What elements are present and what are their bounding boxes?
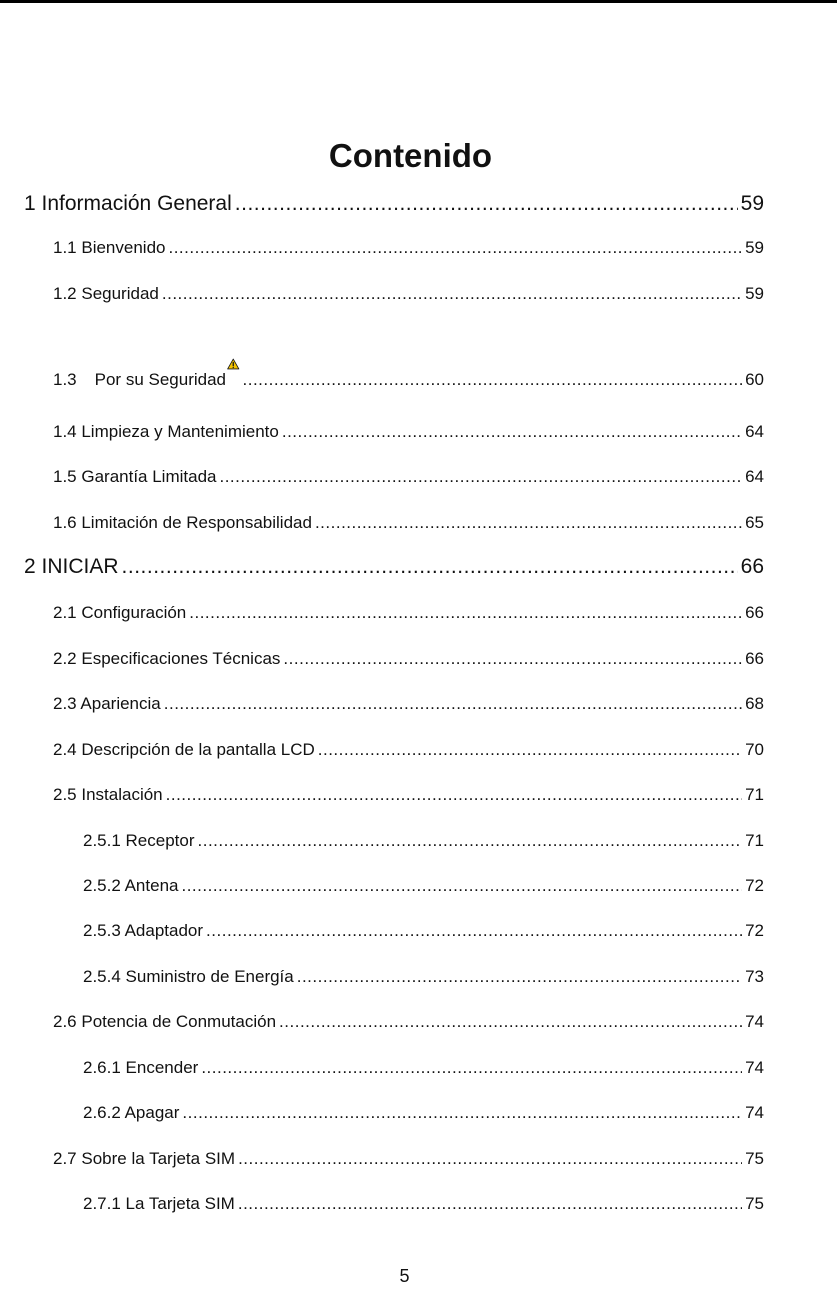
toc-entry-page: 68: [745, 694, 764, 713]
toc-entry-label: 1.4 Limpieza y Mantenimiento: [53, 422, 279, 441]
toc-entry-page: 59: [740, 192, 764, 215]
toc-entry-page: 75: [745, 1149, 764, 1168]
toc-entry-label: 2.2 Especificaciones Técnicas: [53, 649, 281, 668]
toc-entry[interactable]: [53, 503, 764, 533]
dot-leader: [243, 370, 743, 390]
toc-entry-label: 2.6 Potencia de Conmutación: [53, 1012, 277, 1031]
toc-entry-page: 74: [745, 1103, 764, 1122]
toc-entry[interactable]: [53, 1002, 764, 1032]
toc-entry[interactable]: [53, 775, 764, 805]
dot-leader: [168, 238, 742, 258]
toc-entry[interactable]: [53, 730, 764, 760]
toc-entry[interactable]: [53, 274, 764, 304]
toc-entry-page: 72: [745, 921, 764, 940]
dot-leader: [219, 467, 742, 487]
toc-entry-label: [53, 370, 226, 390]
toc-entry[interactable]: [53, 639, 764, 669]
toc-entry-page: 60: [745, 370, 764, 389]
dot-leader: [238, 1149, 742, 1169]
dot-leader: [181, 876, 742, 896]
dot-leader: [283, 649, 742, 669]
toc-entry-page: 59: [745, 238, 764, 257]
toc-entry-page: 71: [745, 831, 764, 850]
toc-entry-label: 2.5.1 Receptor: [83, 831, 195, 850]
toc-entry-page: 72: [745, 876, 764, 895]
toc-entry-label: 2.7 Sobre la Tarjeta SIM: [53, 1149, 236, 1168]
toc-entry-page: 66: [740, 555, 764, 578]
toc-entry-page: 64: [745, 422, 764, 441]
dot-leader: [297, 967, 742, 987]
toc-entry[interactable]: [83, 1184, 764, 1214]
dot-leader: [206, 921, 742, 941]
dot-leader: [198, 831, 743, 851]
dot-leader: [235, 192, 738, 216]
dot-leader: [318, 740, 742, 760]
page-number: 5: [399, 1266, 410, 1286]
dot-leader: [279, 1012, 742, 1032]
toc-entry[interactable]: [83, 911, 764, 941]
warning-triangle-icon: [227, 338, 240, 390]
page-title: Contenido: [328, 137, 493, 174]
toc-entry-page: 65: [745, 513, 764, 532]
toc-entry-text: Por su Seguridad: [94, 370, 227, 389]
toc-entry[interactable]: [53, 593, 764, 623]
toc-entry[interactable]: [83, 1093, 764, 1123]
toc-entry-label: 1.1 Bienvenido: [53, 238, 166, 257]
toc-entry-number: 1.3: [53, 370, 77, 389]
toc-entry-label: 2.5.4 Suministro de Energía: [83, 967, 294, 986]
dot-leader: [201, 1058, 742, 1078]
toc-entry[interactable]: [53, 457, 764, 487]
toc-entry[interactable]: [83, 957, 764, 987]
toc-entry-page: 73: [745, 967, 764, 986]
dot-leader: [162, 284, 742, 304]
toc-entry[interactable]: [53, 228, 764, 258]
toc-entry-label: 1 Información General: [24, 192, 232, 215]
toc-entry-page: 71: [745, 785, 764, 804]
toc-entry-page: 74: [745, 1058, 764, 1077]
toc-entry[interactable]: [83, 821, 764, 851]
toc-entry-label: 2.3 Apariencia: [53, 694, 161, 713]
dot-leader: [122, 555, 738, 579]
toc-entry-label: 2.5.3 Adaptador: [83, 921, 204, 940]
toc-entry[interactable]: [83, 866, 764, 896]
toc-entry-page: 66: [745, 603, 764, 622]
toc-entry-page: 75: [745, 1194, 764, 1213]
toc-entry-page: 66: [745, 649, 764, 668]
dot-leader: [282, 422, 742, 442]
toc-entry-label: 2.5.2 Antena: [83, 876, 179, 895]
dot-leader: [238, 1194, 742, 1214]
toc-entry-label: 2.5 Instalación: [53, 785, 163, 804]
toc-entry-page: 74: [745, 1012, 764, 1031]
toc-entry-label: 1.6 Limitación de Responsabilidad: [53, 513, 312, 532]
dot-leader: [182, 1103, 742, 1123]
toc-entry[interactable]: [53, 684, 764, 714]
toc-entry-label: 2.7.1 La Tarjeta SIM: [83, 1194, 235, 1213]
toc-entry[interactable]: [24, 547, 764, 579]
toc-entry[interactable]: [83, 1048, 764, 1078]
toc-entry-page: 64: [745, 467, 764, 486]
dot-leader: [166, 785, 742, 805]
toc-entry-label: 1.2 Seguridad: [53, 284, 159, 303]
toc-entry-label: 2 INICIAR: [24, 555, 119, 578]
dot-leader: [189, 603, 742, 623]
toc-entry-label: 2.6.1 Encender: [83, 1058, 199, 1077]
toc-entry-label: 2.4 Descripción de la pantalla LCD: [53, 740, 315, 759]
toc-entry[interactable]: [24, 184, 764, 216]
dot-leader: [315, 513, 742, 533]
toc-entry-page: 59: [745, 284, 764, 303]
toc-entry-label: 1.5 Garantía Limitada: [53, 467, 217, 486]
toc-entry-page: 70: [745, 740, 764, 759]
toc-entry-label: 2.1 Configuración: [53, 603, 187, 622]
toc-entry[interactable]: [53, 412, 764, 442]
toc-entry-label: 2.6.2 Apagar: [83, 1103, 180, 1122]
dot-leader: [164, 694, 742, 714]
toc-entry[interactable]: [53, 330, 764, 390]
toc-entry[interactable]: [53, 1139, 764, 1169]
